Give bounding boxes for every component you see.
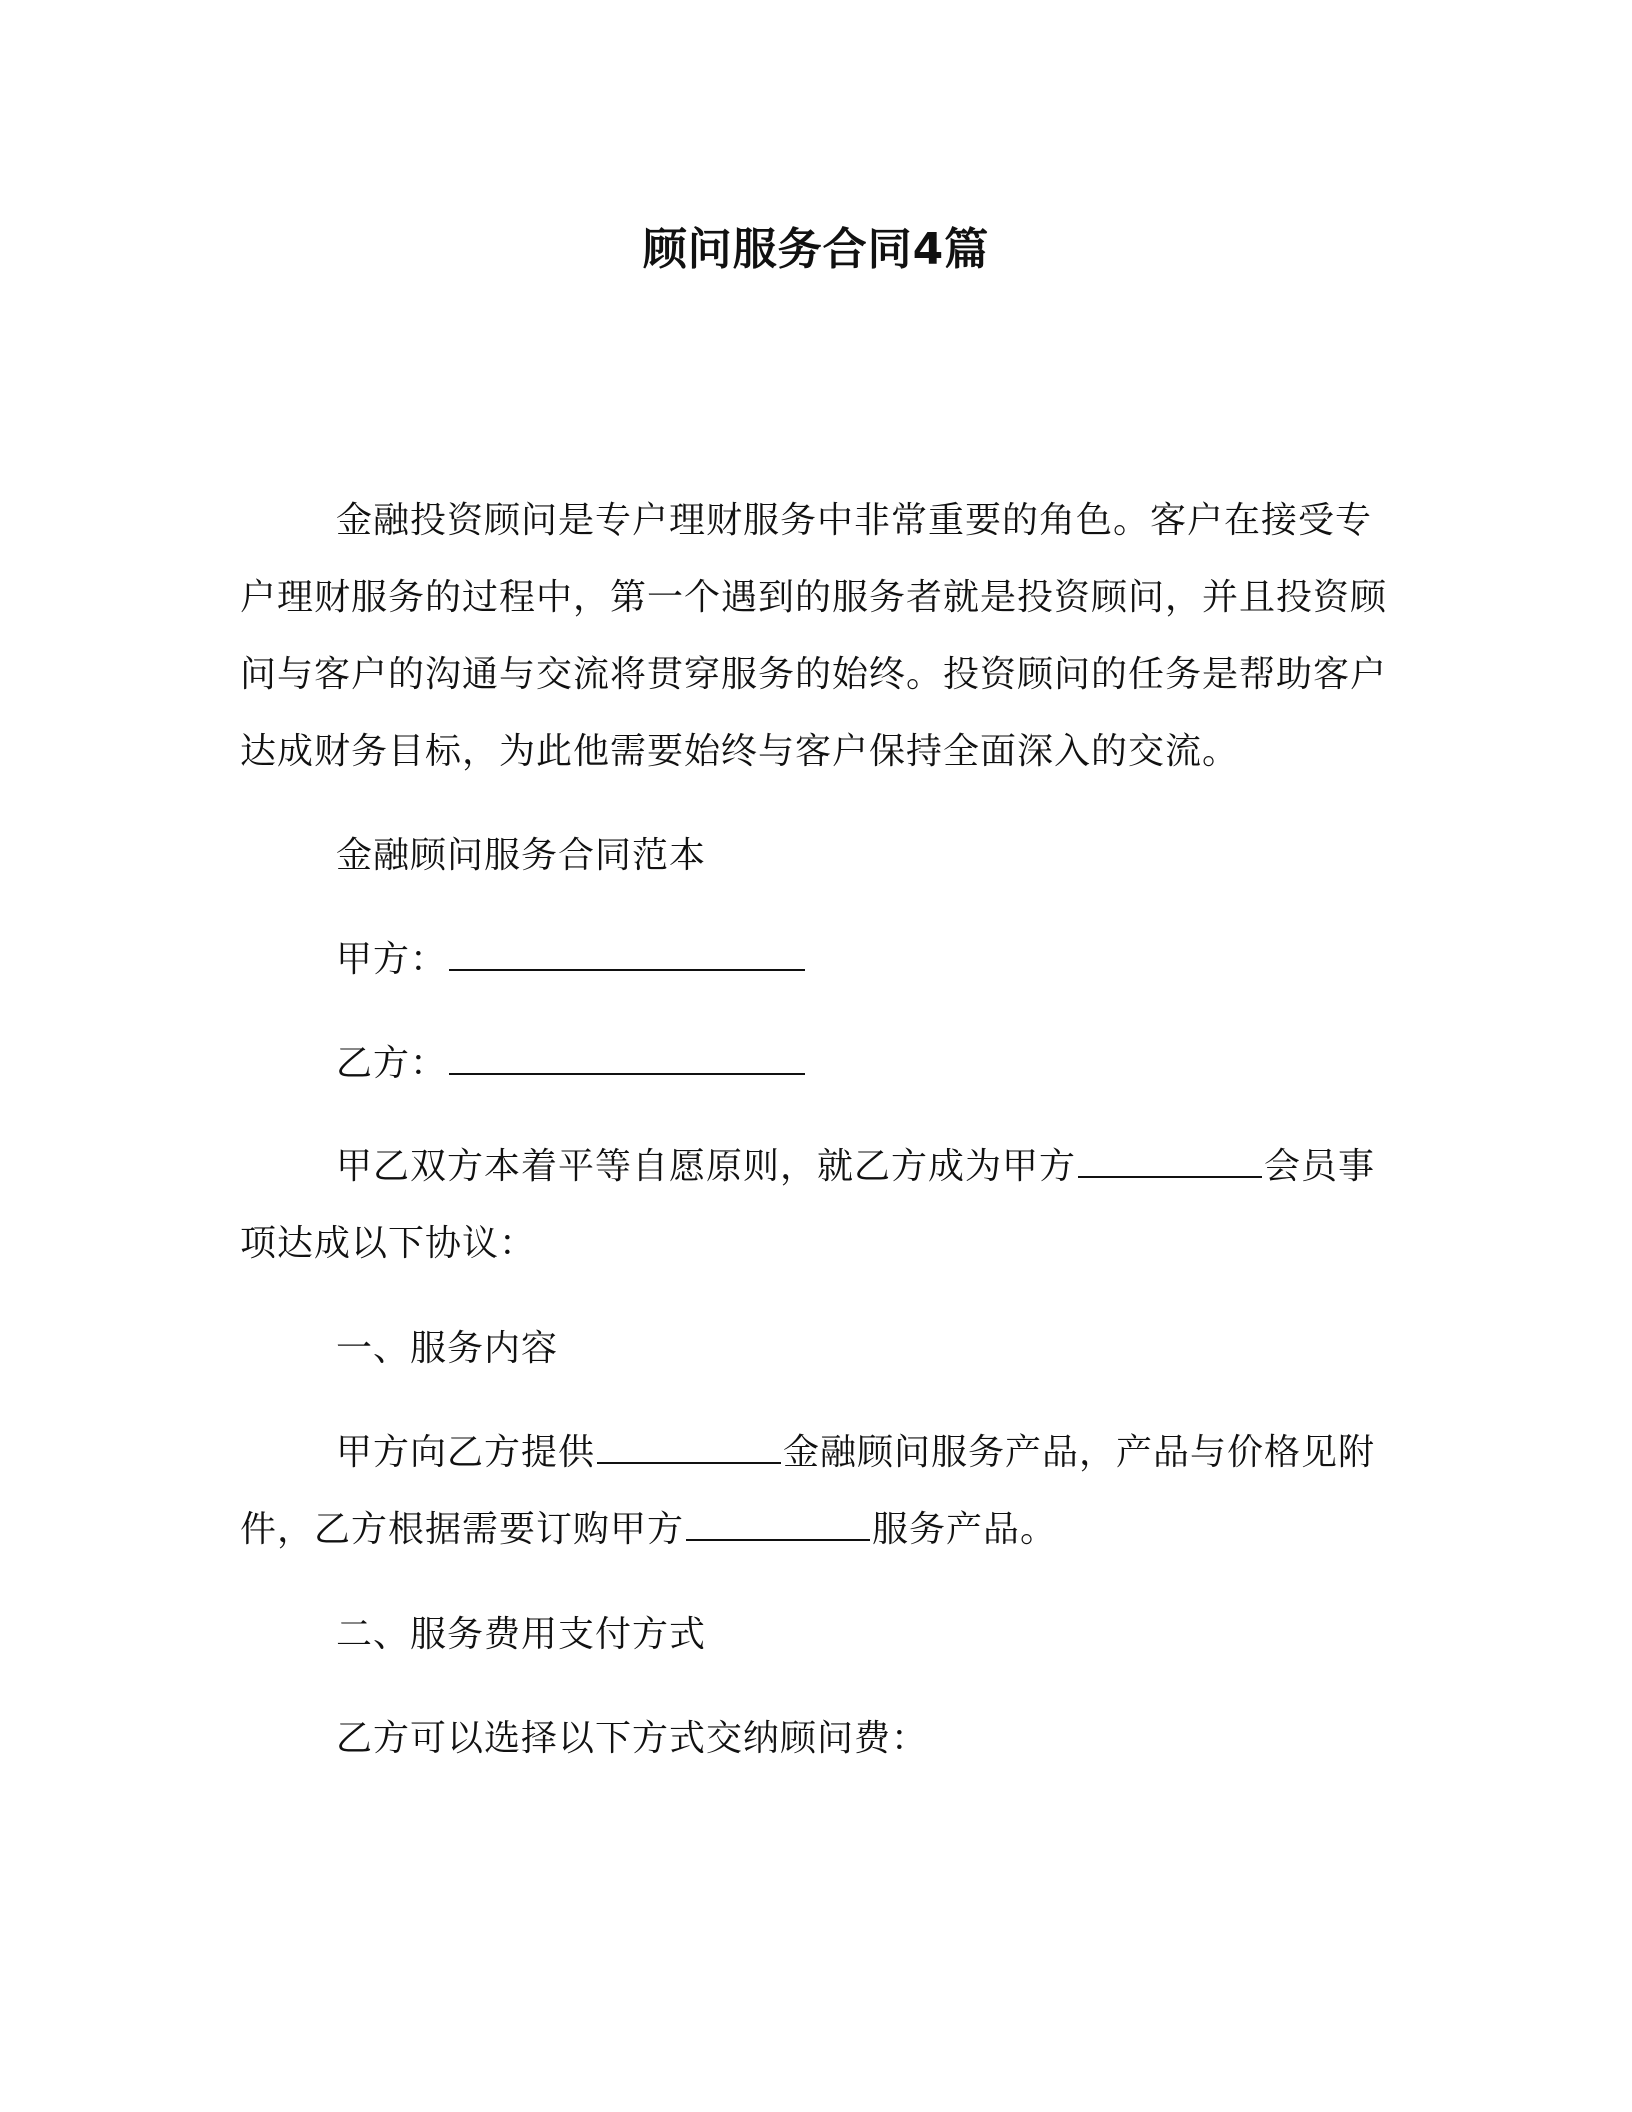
party-a-label: 甲方：: [336, 939, 448, 980]
agreement-paragraph: [240, 1128, 1392, 1282]
party-b-line: [240, 1025, 1392, 1102]
service-blank-2: [686, 1509, 870, 1541]
intro-paragraph: 金融投资顾问是专户理财服务中非常重要的角色。客户在接受专户理财服务的过程中，第一个遇到的服务者就是投资顾问，并且投资顾问与客户的沟通与交流将贯穿服务的始终。投资顾问的任务是帮助客户达成财务目标，为此他需要始终与客户保持全面深入的交流。: [240, 500, 1388, 772]
agreement-text-end: 会员事项达成以下协议：: [240, 1146, 1376, 1264]
section1-text-mid: 金融顾问服务产品，产品与价格见附件，乙方根据需要订购甲方: [240, 1432, 1376, 1550]
agreement-text-start: 甲乙双方本着平等自愿原则，就乙方成为甲方: [336, 1146, 1077, 1187]
section1-text-start: 甲方向乙方提供: [336, 1432, 596, 1473]
service-blank-1: [597, 1432, 781, 1464]
section2-paragraph: 乙方可以选择以下方式交纳顾问费：: [336, 1718, 929, 1759]
section1-text-end: 服务产品。: [872, 1509, 1058, 1550]
party-b-label: 乙方：: [336, 1043, 448, 1084]
document-title: 顾问服务合同4篇: [642, 224, 990, 275]
template-title: 金融顾问服务合同范本: [336, 835, 707, 876]
section1-paragraph: [240, 1414, 1392, 1568]
party-b-blank: [449, 1043, 805, 1075]
party-a-line: [240, 921, 1392, 998]
member-blank: [1078, 1146, 1262, 1178]
party-a-blank: [449, 939, 805, 971]
section1-heading: 一、服务内容: [336, 1328, 559, 1369]
section2-heading: 二、服务费用支付方式: [336, 1614, 707, 1655]
